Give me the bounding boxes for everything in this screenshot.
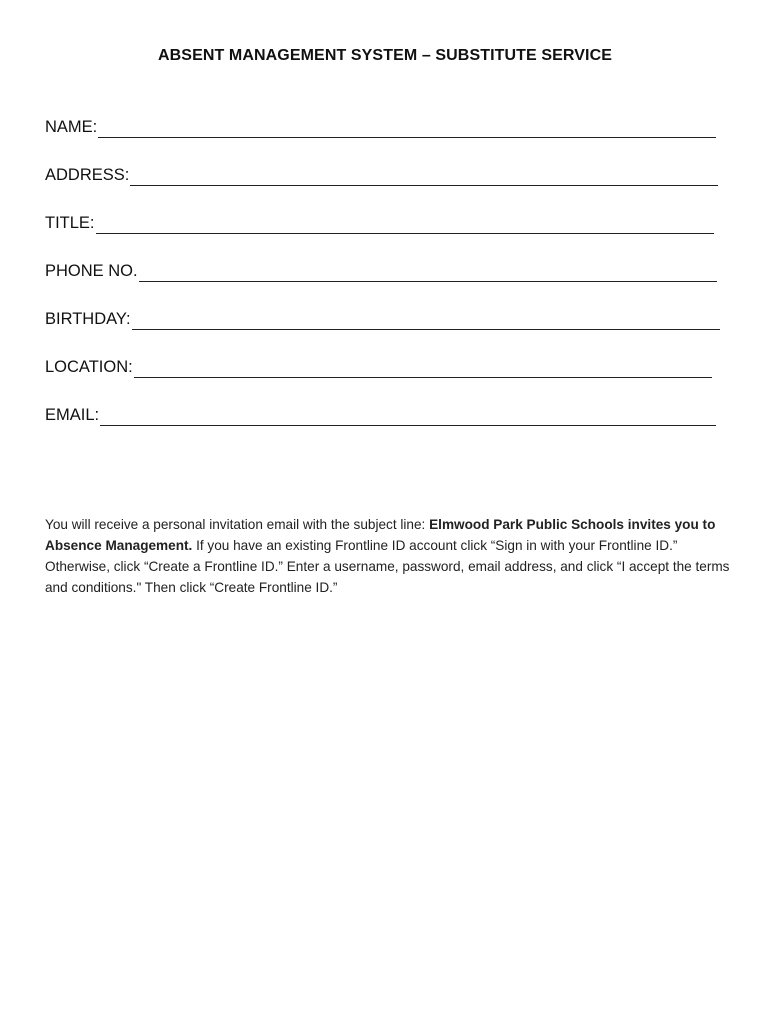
title-blank-line[interactable] <box>96 214 714 234</box>
birthday-blank-line[interactable] <box>132 310 720 330</box>
birthday-field <box>45 310 730 358</box>
title-label: TITLE: <box>45 214 95 232</box>
location-blank-line[interactable] <box>134 358 712 378</box>
location-field <box>45 358 730 406</box>
name-field <box>45 118 730 166</box>
page-title: ABSENT MANAGEMENT SYSTEM – SUBSTITUTE SERVICE <box>157 47 613 64</box>
instructions-rest: If you have an existing Frontline ID account click “Sign in with your Frontline ID.” Otherwise, click “Create a Frontline ID.” Enter a username, password, email address, and click “I accept the terms and conditions." Then click “Create Frontline ID.” <box>45 538 730 595</box>
phone-label: PHONE NO. <box>45 262 138 280</box>
title-field <box>45 214 730 262</box>
phone-field <box>45 262 730 310</box>
address-label: ADDRESS: <box>45 166 130 184</box>
instructions-paragraph <box>45 514 735 598</box>
instructions-intro: You will receive a personal invitation email with the subject line: <box>45 517 430 532</box>
address-blank-line[interactable] <box>130 166 718 186</box>
name-blank-line[interactable] <box>98 118 716 138</box>
email-subject-line: Elmwood Park Public Schools invites you to Absence Management. <box>45 517 716 553</box>
address-field <box>45 166 730 214</box>
name-label: NAME: <box>45 118 98 136</box>
email-field <box>45 406 730 454</box>
birthday-label: BIRTHDAY: <box>45 310 131 328</box>
registration-fields <box>45 118 730 454</box>
email-label: EMAIL: <box>45 406 100 424</box>
phone-blank-line[interactable] <box>139 262 717 282</box>
email-blank-line[interactable] <box>100 406 716 426</box>
location-label: LOCATION: <box>45 358 133 376</box>
